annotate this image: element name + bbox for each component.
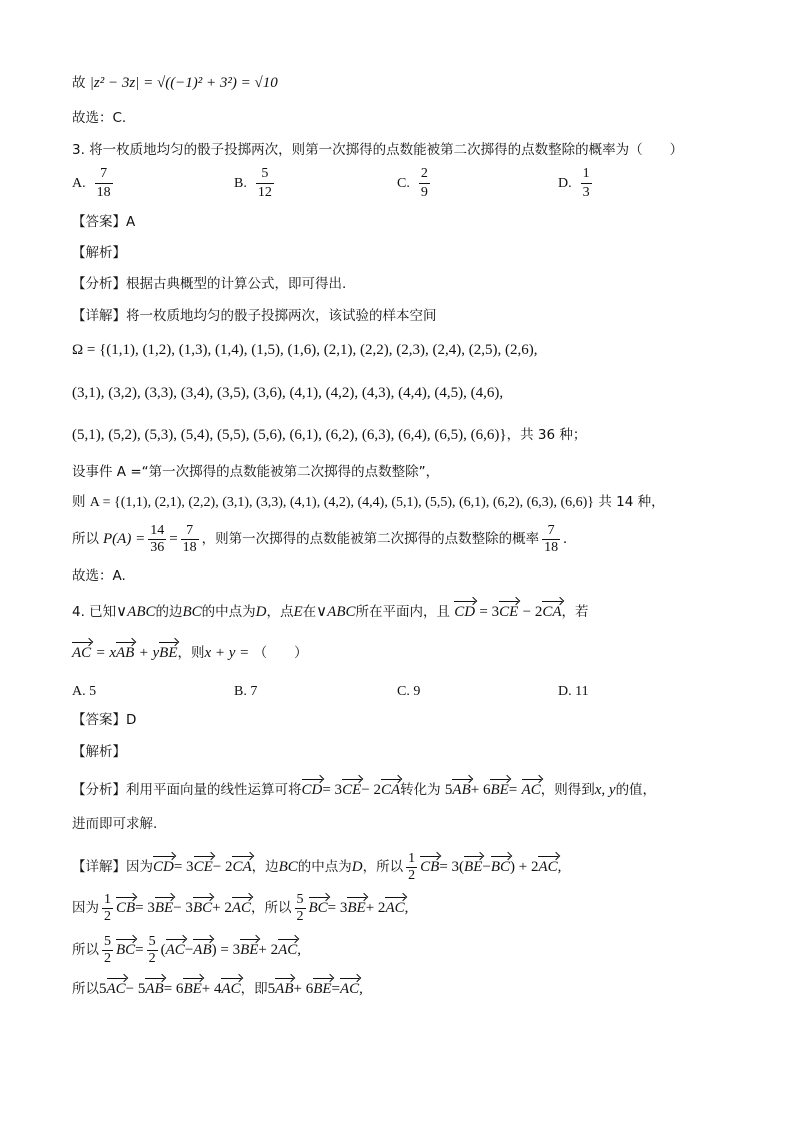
vector-cd: CD bbox=[301, 782, 323, 798]
analysis-text: 【分析】根据古典概型的计算公式，即可得出. bbox=[72, 276, 347, 292]
fraction-14-36 bbox=[148, 524, 166, 555]
numerator: 1 bbox=[104, 892, 111, 907]
numerator: 1 bbox=[408, 851, 416, 866]
detail-step-4: 所以5AC− 5AB= 6BE+ 4AC，即5AB+ 6BE=AC, bbox=[72, 981, 363, 997]
text: 所以 bbox=[72, 941, 99, 958]
text-prefix: 所以 bbox=[72, 530, 99, 547]
numerator: 5 bbox=[104, 934, 111, 949]
option-a bbox=[72, 166, 116, 201]
detailed-solution-text: 【详解】将一枚质地均匀的骰子投掷两次，该试验的样本空间 bbox=[72, 308, 437, 324]
vector-ca: CA bbox=[542, 604, 562, 620]
text: ，所以 bbox=[251, 899, 292, 916]
vector-ac: AC bbox=[538, 859, 558, 875]
denominator: 18 bbox=[544, 540, 559, 555]
triangle-symbol: ∨ABC bbox=[316, 604, 356, 620]
answer-choice-line: 故选：C. bbox=[72, 110, 127, 126]
vector-be: BE bbox=[154, 900, 174, 916]
vector-be: BE bbox=[347, 900, 366, 916]
denominator: 2 bbox=[296, 909, 304, 924]
expression-x-plus-y: x + y = bbox=[204, 645, 250, 661]
detail-step-3: 所以 $\frac{5}{2}$ BC = $\frac{5}{2}$ ( AC − AB ) = 3 BE + 2 AC , bbox=[72, 934, 302, 966]
segment-bc: BC bbox=[182, 604, 202, 620]
vector-cb: CB bbox=[420, 859, 440, 875]
variables-xy: x, y bbox=[594, 782, 616, 798]
option-d bbox=[558, 166, 595, 201]
vector-ab: AB bbox=[116, 645, 135, 661]
vector-ac: AC bbox=[385, 900, 405, 916]
detail-step-2: 因为 $\frac{1}{2}$ CB = 3 BE − 3 BC + 2 AC ，所以 $\frac{5}{2}$ BC = 3 BE + 2 AC , bbox=[72, 892, 409, 924]
segment-bc: BC bbox=[278, 859, 298, 875]
vector-ab: AB bbox=[452, 782, 471, 798]
denominator: 2 bbox=[408, 868, 416, 883]
vector-ac: AC bbox=[165, 942, 185, 958]
text: 4. 已知 bbox=[72, 604, 117, 620]
line-modulus-result bbox=[72, 76, 278, 91]
vector-bc: BC bbox=[192, 900, 213, 916]
text: 的中点为 bbox=[297, 858, 352, 875]
operator: − 2 bbox=[212, 859, 233, 875]
operator: + y bbox=[138, 645, 160, 661]
denominator: 12 bbox=[257, 185, 272, 200]
analysis-line-2: 进而即可求解. bbox=[72, 816, 158, 832]
denominator: 3 bbox=[582, 185, 590, 200]
text: 转化为 bbox=[400, 782, 441, 798]
operator: − 2 bbox=[361, 782, 381, 798]
option-d: D. 11 bbox=[558, 684, 589, 699]
option-fraction bbox=[95, 166, 113, 201]
denominator: 36 bbox=[150, 540, 165, 555]
numerator: 14 bbox=[150, 523, 165, 538]
option-b: B. 7 bbox=[234, 684, 258, 699]
text: ，点 bbox=[266, 604, 294, 620]
vector-ca: CA bbox=[232, 859, 252, 875]
option-a: A. 5 bbox=[72, 684, 97, 699]
vector-ab: AB bbox=[193, 942, 212, 958]
period: . bbox=[563, 531, 567, 547]
vector-ac: AC bbox=[72, 645, 92, 661]
operator: = x bbox=[95, 645, 116, 661]
event-set-count: 共 14 种， bbox=[598, 494, 665, 510]
vector-ca: CA bbox=[380, 782, 401, 798]
question-3-stem: 3. 将一枚质地均匀的骰子投掷两次，则第一次掷得的点数能被第二次掷得的点数整除的概率为（ ） bbox=[72, 142, 684, 158]
fraction-half bbox=[102, 893, 113, 924]
numerator: 5 bbox=[148, 934, 156, 949]
solution-label: 【解析】 bbox=[72, 744, 126, 760]
text: ，所以 bbox=[362, 858, 404, 875]
numerator: 7 bbox=[100, 166, 108, 181]
point-e: E bbox=[293, 604, 303, 620]
sample-space-line-1: Ω = {(1,1), (1,2), (1,3), (1,4), (1,5), (1,6), (2,1), (2,2), (2,3), (2,4), (2,5), (2,6), bbox=[72, 342, 538, 358]
event-definition: 设事件 A =“第一次掷得的点数能被第二次掷得的点数整除”， bbox=[72, 464, 440, 480]
point-d: D bbox=[351, 859, 363, 875]
vector-be: BE bbox=[464, 859, 483, 875]
probability-statement: ，则第一次掷得的点数能被第二次掷得的点数整除的概率 bbox=[201, 530, 540, 547]
vector-ab: AB bbox=[145, 981, 164, 997]
numerator: 1 bbox=[582, 166, 590, 181]
detail-step-1: 【详解】因为 CD = 3 CE − 2 CA ，边 BC 的中点为 D ，所以 $\frac{1}{2}$ CB = 3( BE − BC ) + 2 AC , bbox=[72, 851, 562, 883]
point-d: D bbox=[255, 604, 267, 620]
fraction-half bbox=[406, 852, 417, 883]
answer-choice-line: 故选：A. bbox=[72, 568, 126, 584]
numerator: 7 bbox=[547, 523, 555, 538]
fraction-five-half bbox=[102, 935, 113, 966]
vector-ac: AC bbox=[521, 782, 541, 798]
vector-be: BE bbox=[159, 645, 178, 661]
answer-label: 【答案】A bbox=[72, 214, 136, 230]
option-c bbox=[397, 166, 433, 201]
text: 所在平面内，且 bbox=[355, 604, 450, 620]
denominator: 2 bbox=[104, 951, 111, 966]
blank-parentheses: （ ） bbox=[253, 645, 308, 661]
vector-cd: CD bbox=[454, 604, 476, 620]
fraction-five-half bbox=[295, 893, 306, 924]
denominator: 18 bbox=[96, 185, 111, 200]
operator: = 3 bbox=[173, 859, 194, 875]
probability-lhs: P(A) = bbox=[103, 531, 146, 547]
sample-space-count: ，共 36 种； bbox=[506, 427, 587, 443]
text: 的边 bbox=[155, 604, 183, 620]
analysis-line-1: 【分析】利用平面向量的线性运算可将CD= 3CE− 2CA转化为 5AB+ 6BE= AC，则得到x, y的值， bbox=[72, 782, 657, 798]
text: ，边 bbox=[251, 858, 279, 875]
option-b bbox=[234, 166, 277, 201]
text: 【分析】利用平面向量的线性运算可将 bbox=[72, 782, 302, 798]
vector-ac: AC bbox=[231, 900, 251, 916]
vector-ce: CE bbox=[342, 782, 362, 798]
vector-ac: AC bbox=[278, 942, 298, 958]
sample-space-math: (5,1), (5,2), (5,3), (5,4), (5,5), (5,6), (6,1), (6,2), (6,3), (6,4), (6,5), (6,6)} bbox=[72, 427, 507, 443]
option-fraction bbox=[256, 166, 274, 201]
vector-be: BE bbox=[490, 782, 509, 798]
vector-ac: AC bbox=[106, 981, 126, 997]
option-label: B. bbox=[234, 175, 247, 191]
denominator: 9 bbox=[420, 185, 428, 200]
event-set-math: A = {(1,1), (2,1), (2,2), (3,1), (3,3), (4,1), (4,2), (4,4), (5,1), (5,5), (6,1), (6,2), (6,3), (6,6)} bbox=[89, 495, 595, 510]
probability-line bbox=[72, 524, 567, 555]
text: 【详解】因为 bbox=[72, 858, 153, 875]
answer-label: 【答案】D bbox=[72, 712, 137, 728]
text: 在 bbox=[302, 604, 317, 620]
vector-ce: CE bbox=[499, 604, 519, 620]
fraction-five-half bbox=[147, 935, 158, 966]
vector-ce: CE bbox=[193, 859, 213, 875]
text: ，则得到 bbox=[540, 782, 595, 798]
option-fraction bbox=[419, 166, 430, 201]
vector-be: BE bbox=[183, 981, 202, 997]
option-c: C. 9 bbox=[397, 684, 421, 699]
text: ，若 bbox=[561, 604, 589, 620]
vector-cb: CB bbox=[116, 900, 136, 916]
denominator: 2 bbox=[148, 951, 156, 966]
sample-space-line-2: (3,1), (3,2), (3,3), (3,4), (3,5), (3,6), (4,1), (4,2), (4,3), (4,4), (4,5), (4,6), bbox=[72, 385, 504, 401]
vector-ac: AC bbox=[221, 981, 241, 997]
text: ，则 bbox=[177, 645, 205, 661]
text: ，即 bbox=[240, 981, 268, 997]
vector-bc: BC bbox=[490, 859, 510, 875]
operator: = 3 bbox=[479, 604, 500, 620]
numerator: 2 bbox=[420, 166, 428, 181]
vector-bc: BC bbox=[116, 942, 136, 958]
text: 的值， bbox=[615, 782, 657, 798]
text: 的中点为 bbox=[201, 604, 256, 620]
text: 所以 bbox=[72, 981, 99, 997]
option-label: C. bbox=[397, 175, 410, 191]
vector-ac: AC bbox=[340, 981, 360, 997]
denominator: 18 bbox=[182, 540, 197, 555]
denominator: 2 bbox=[104, 909, 111, 924]
operator: = 3 bbox=[322, 782, 343, 798]
fraction-7-18 bbox=[181, 524, 199, 555]
operator: − 2 bbox=[522, 604, 543, 620]
question-4-stem-line-1 bbox=[72, 605, 589, 620]
text-prefix: 则 bbox=[72, 494, 86, 510]
vector-be: BE bbox=[313, 981, 332, 997]
event-set-line bbox=[72, 496, 665, 510]
numerator: 5 bbox=[296, 892, 304, 907]
equals-sign: = bbox=[169, 531, 178, 547]
sample-space-line-3 bbox=[72, 428, 586, 443]
math-expression: |z² − 3z| = √((−1)² + 3²) = √10 bbox=[89, 75, 278, 91]
option-label: D. bbox=[558, 175, 572, 191]
fraction-7-18-final bbox=[542, 524, 560, 555]
vector-cd: CD bbox=[153, 859, 174, 875]
vector-ab: AB bbox=[275, 981, 294, 997]
vector-bc: BC bbox=[308, 900, 328, 916]
numerator: 5 bbox=[261, 166, 269, 181]
option-label: A. bbox=[72, 175, 86, 191]
solution-label: 【解析】 bbox=[72, 245, 126, 261]
text: 因为 bbox=[72, 899, 99, 916]
text-prefix: 故 bbox=[72, 75, 86, 91]
vector-be: BE bbox=[240, 942, 259, 958]
option-fraction bbox=[581, 166, 592, 201]
numerator: 7 bbox=[186, 523, 194, 538]
question-4-stem-line-2 bbox=[72, 646, 308, 661]
triangle-symbol: ∨ABC bbox=[116, 604, 156, 620]
